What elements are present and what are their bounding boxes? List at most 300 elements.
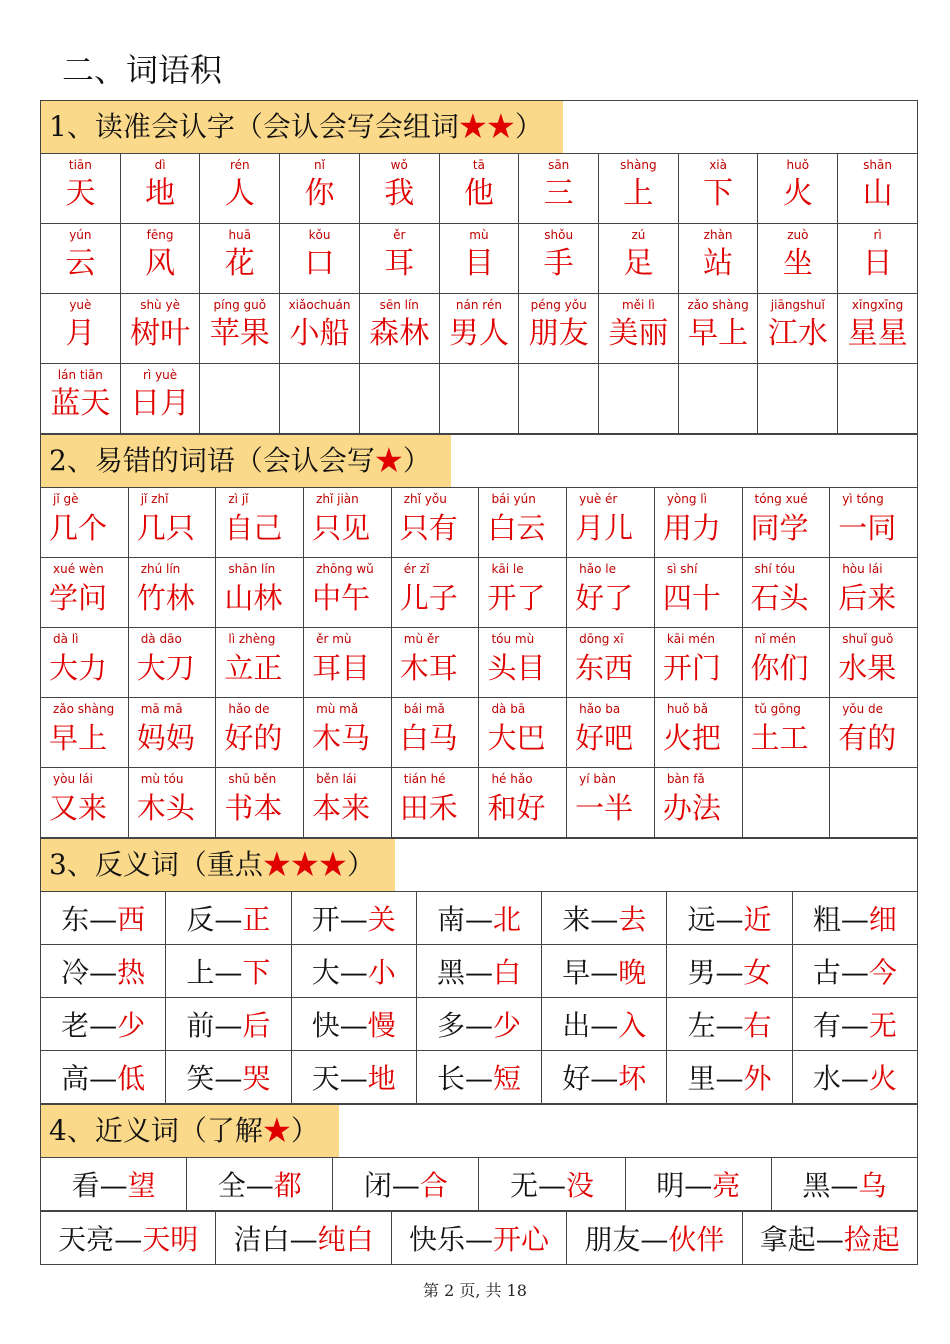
word-b: 西 <box>117 903 146 936</box>
section-4-table-row1 <box>40 1157 918 1211</box>
pinyin: nǐ mén <box>754 632 796 646</box>
pinyin: huǒ <box>786 158 810 172</box>
word-cell <box>838 294 918 364</box>
hanzi: 好了 <box>575 581 634 615</box>
dash: — <box>214 1009 243 1042</box>
hanzi: 用力 <box>662 511 721 545</box>
word-pair-cell <box>792 998 917 1051</box>
dash: — <box>840 903 869 936</box>
word-cell <box>599 224 679 294</box>
hanzi: 他 <box>463 176 494 211</box>
word-pair-cell <box>41 1158 187 1211</box>
pinyin: ěr mù <box>316 632 352 646</box>
word-cell <box>439 364 519 434</box>
hanzi: 目 <box>463 246 494 281</box>
hanzi: 白云 <box>487 511 546 545</box>
pinyin: tián hé <box>403 772 446 786</box>
word-a: 老 <box>61 1009 90 1042</box>
word-a: 反 <box>186 903 215 936</box>
word-pair-cell <box>667 892 792 945</box>
hanzi: 学问 <box>49 581 108 615</box>
section-4-title-text: 4、近义词（了解 <box>49 1114 263 1147</box>
word-pair-cell <box>291 1051 416 1104</box>
hanzi: 早上 <box>688 316 749 351</box>
pinyin <box>440 364 519 384</box>
word-b: 入 <box>618 1009 647 1042</box>
word-cell <box>830 628 918 698</box>
hanzi: 树叶 <box>130 316 191 351</box>
word-cell <box>742 768 830 838</box>
hanzi: 木马 <box>312 721 371 755</box>
pinyin: tóng xué <box>754 492 808 506</box>
word-cell <box>41 294 121 364</box>
word-a: 黑 <box>436 956 465 989</box>
pinyin: xià <box>709 158 727 172</box>
word-cell <box>599 364 679 434</box>
pinyin: zhǐ jiàn <box>316 492 359 506</box>
hanzi: 火 <box>782 176 813 211</box>
section-4-title-end: ） <box>290 1114 319 1147</box>
table-row <box>41 224 918 294</box>
word-cell <box>216 558 304 628</box>
word-b: 细 <box>868 903 897 936</box>
word-pair-cell <box>479 1158 625 1211</box>
word-b: 少 <box>117 1009 146 1042</box>
dash: — <box>464 1009 493 1042</box>
star-icon: ★★★ <box>262 848 347 881</box>
section-2-header <box>40 434 918 487</box>
word-cell <box>41 154 121 224</box>
word-cell <box>439 224 519 294</box>
word-cell <box>304 488 392 558</box>
word-a: 远 <box>687 903 716 936</box>
word-pair-cell <box>291 945 416 998</box>
hanzi: 几只 <box>136 511 195 545</box>
word-b: 右 <box>743 1009 772 1042</box>
pinyin: yí bàn <box>579 772 616 786</box>
word-pair-cell <box>416 1051 541 1104</box>
pinyin: rén <box>229 158 250 172</box>
word-pair-cell <box>416 892 541 945</box>
pinyin: nǐ <box>314 158 325 172</box>
word-b: 关 <box>367 903 396 936</box>
pinyin: hòu lái <box>842 562 883 576</box>
hanzi: 又来 <box>49 791 108 825</box>
word-cell <box>678 154 758 224</box>
word-pair-cell <box>416 945 541 998</box>
word-cell <box>830 488 918 558</box>
dash: — <box>684 1169 713 1202</box>
word-b: 没 <box>566 1169 595 1202</box>
section-2-title-end: ） <box>402 444 431 477</box>
pinyin: kāi le <box>491 562 524 576</box>
hanzi: 后来 <box>838 581 897 615</box>
word-cell <box>359 364 439 434</box>
dash: — <box>830 1169 859 1202</box>
hanzi: 日 <box>862 246 893 281</box>
pinyin: lán tiān <box>57 368 103 382</box>
word-cell <box>567 768 655 838</box>
dash: — <box>715 956 744 989</box>
word-b: 低 <box>117 1062 146 1095</box>
word-pair-cell <box>291 892 416 945</box>
table-row <box>41 364 918 434</box>
pinyin: huǒ bǎ <box>666 702 709 716</box>
word-cell <box>599 154 679 224</box>
pinyin: kāi mén <box>666 632 715 646</box>
pinyin: péng yǒu <box>530 298 587 312</box>
hanzi: 口 <box>304 246 335 281</box>
word-cell <box>479 628 567 698</box>
pinyin: píng guǒ <box>213 298 267 312</box>
word-pair-cell <box>792 892 917 945</box>
word-b: 少 <box>492 1009 521 1042</box>
pinyin: sì shí <box>666 562 698 576</box>
word-pair-cell <box>41 998 166 1051</box>
table-row <box>41 1212 918 1265</box>
dash: — <box>339 956 368 989</box>
pinyin: bái mǎ <box>403 702 445 716</box>
word-b: 地 <box>367 1062 396 1095</box>
word-cell <box>567 488 655 558</box>
dash: — <box>464 903 493 936</box>
hanzi: 只见 <box>312 511 371 545</box>
word-cell <box>678 294 758 364</box>
hanzi: 妈妈 <box>136 721 195 755</box>
hanzi: 我 <box>384 176 415 211</box>
hanzi: 山 <box>862 176 893 211</box>
pinyin <box>519 364 598 384</box>
word-cell <box>391 558 479 628</box>
hanzi: 森林 <box>369 316 430 351</box>
pinyin: mā mā <box>140 702 183 716</box>
pinyin: zhàn <box>703 228 733 242</box>
word-cell <box>280 364 360 434</box>
word-a: 前 <box>186 1009 215 1042</box>
pinyin: bái yún <box>491 492 536 506</box>
section-1-table <box>40 153 918 434</box>
word-b: 亮 <box>712 1169 741 1202</box>
table-row <box>41 1051 918 1104</box>
word-cell <box>567 628 655 698</box>
hanzi: 坐 <box>782 246 813 281</box>
hanzi: 和好 <box>487 791 546 825</box>
pinyin: dōng xī <box>579 632 624 646</box>
word-cell <box>391 698 479 768</box>
dash: — <box>590 1062 619 1095</box>
section-1-title-text: 1、读准会认字（会认会写会组词 <box>49 110 459 143</box>
pinyin: xīngxīng <box>851 298 904 312</box>
table-row <box>41 768 918 838</box>
hanzi: 上 <box>623 176 654 211</box>
word-a: 笑 <box>186 1062 215 1095</box>
dash: — <box>590 1009 619 1042</box>
word-b: 开心 <box>492 1223 549 1256</box>
word-pair-cell <box>771 1158 917 1211</box>
word-cell <box>479 698 567 768</box>
dash: — <box>89 1062 118 1095</box>
pinyin: zhōng wǔ <box>316 562 374 576</box>
word-cell <box>742 488 830 558</box>
section-1-title-end: ） <box>514 110 543 143</box>
word-cell <box>758 154 838 224</box>
star-icon: ★ <box>262 1114 291 1147</box>
word-b: 火 <box>868 1062 897 1095</box>
hanzi: 东西 <box>575 651 634 685</box>
star-icon: ★★ <box>458 110 515 143</box>
word-pair-cell <box>667 998 792 1051</box>
pinyin: rì <box>873 228 882 242</box>
word-cell <box>678 224 758 294</box>
word-cell <box>41 364 121 434</box>
word-a: 东 <box>61 903 90 936</box>
hanzi: 下 <box>703 176 734 211</box>
word-cell <box>41 768 129 838</box>
word-cell <box>304 768 392 838</box>
word-cell <box>200 294 280 364</box>
pinyin: shū běn <box>228 772 277 786</box>
word-cell <box>120 364 200 434</box>
table-row <box>41 1158 918 1211</box>
word-cell <box>280 154 360 224</box>
word-pair-cell <box>416 998 541 1051</box>
word-cell <box>479 768 567 838</box>
hanzi: 足 <box>623 246 654 281</box>
word-cell <box>391 628 479 698</box>
pinyin: rì yuè <box>142 368 178 382</box>
word-pair-cell <box>542 1051 667 1104</box>
word-cell <box>41 224 121 294</box>
pinyin <box>360 364 439 384</box>
word-cell <box>359 154 439 224</box>
word-cell <box>216 768 304 838</box>
hanzi: 田禾 <box>399 791 458 825</box>
word-a: 有 <box>812 1009 841 1042</box>
word-pair-cell <box>41 945 166 998</box>
word-a: 出 <box>562 1009 591 1042</box>
word-cell <box>838 364 918 434</box>
hanzi: 石头 <box>750 581 809 615</box>
pinyin <box>838 364 917 384</box>
word-pair-cell <box>742 1212 917 1265</box>
word-b: 纯白 <box>317 1223 374 1256</box>
pinyin: měi lì <box>621 298 655 312</box>
hanzi: 你 <box>304 176 335 211</box>
word-b: 伙伴 <box>668 1223 725 1256</box>
word-a: 早 <box>562 956 591 989</box>
hanzi: 天 <box>65 176 96 211</box>
dash: — <box>89 903 118 936</box>
hanzi: 书本 <box>224 791 283 825</box>
hanzi: 水果 <box>838 651 897 685</box>
pinyin: ér zǐ <box>403 562 430 576</box>
pinyin: dà lì <box>53 632 79 646</box>
dash: — <box>590 903 619 936</box>
word-cell <box>758 224 838 294</box>
table-row <box>41 558 918 628</box>
dash: — <box>538 1169 567 1202</box>
word-cell <box>359 224 439 294</box>
pinyin <box>830 768 917 788</box>
dash: — <box>464 1062 493 1095</box>
word-b: 今 <box>868 956 897 989</box>
word-cell <box>479 558 567 628</box>
word-pair-cell <box>166 892 291 945</box>
word-cell <box>758 294 838 364</box>
hanzi: 只有 <box>399 511 458 545</box>
hanzi: 好吧 <box>575 721 634 755</box>
hanzi: 月 <box>65 316 96 351</box>
dash: — <box>715 903 744 936</box>
word-a: 朋友 <box>584 1223 641 1256</box>
word-cell <box>128 768 216 838</box>
word-pair-cell <box>667 1051 792 1104</box>
word-cell <box>128 558 216 628</box>
word-pair-cell <box>291 998 416 1051</box>
section-3-title-text: 3、反义词（重点 <box>49 848 263 881</box>
word-cell <box>654 698 742 768</box>
hanzi: 木耳 <box>399 651 458 685</box>
hanzi: 手 <box>543 246 574 281</box>
word-b: 短 <box>492 1062 521 1095</box>
word-cell <box>742 628 830 698</box>
section-1-header <box>40 100 918 153</box>
hanzi: 好的 <box>224 721 283 755</box>
word-cell <box>654 488 742 558</box>
word-cell <box>567 698 655 768</box>
word-cell <box>830 698 918 768</box>
word-b: 捡起 <box>843 1223 900 1256</box>
word-a: 古 <box>812 956 841 989</box>
pinyin: tiān <box>68 158 92 172</box>
hanzi: 儿子 <box>399 581 458 615</box>
word-pair-cell <box>166 998 291 1051</box>
word-cell <box>830 768 918 838</box>
dash: — <box>391 1169 420 1202</box>
pinyin: dà dāo <box>140 632 182 646</box>
hanzi: 云 <box>65 246 96 281</box>
word-b: 坏 <box>618 1062 647 1095</box>
word-b: 哭 <box>242 1062 271 1095</box>
hanzi: 江水 <box>767 316 828 351</box>
word-a: 明 <box>656 1169 685 1202</box>
word-cell <box>304 698 392 768</box>
hanzi: 几个 <box>49 511 108 545</box>
hanzi: 耳目 <box>312 651 371 685</box>
hanzi: 小船 <box>289 316 350 351</box>
hanzi: 三 <box>543 176 574 211</box>
pinyin: běn lái <box>316 772 357 786</box>
hanzi: 四十 <box>662 581 721 615</box>
hanzi: 花 <box>224 246 255 281</box>
word-pair-cell <box>41 1212 216 1265</box>
pinyin: hé hǎo <box>491 772 533 786</box>
pinyin: shǒu <box>544 228 574 242</box>
pinyin: hǎo ba <box>579 702 621 716</box>
word-cell <box>304 558 392 628</box>
pinyin: yuè ér <box>579 492 618 506</box>
word-b: 白 <box>492 956 521 989</box>
dash: — <box>840 1009 869 1042</box>
pinyin: mù tóu <box>140 772 184 786</box>
word-b: 女 <box>743 956 772 989</box>
word-a: 多 <box>436 1009 465 1042</box>
dash: — <box>114 1223 143 1256</box>
pinyin: zuò <box>787 228 809 242</box>
pinyin: dà bā <box>491 702 526 716</box>
word-pair-cell <box>41 892 166 945</box>
word-pair-cell <box>187 1158 333 1211</box>
word-b: 天明 <box>142 1223 199 1256</box>
hanzi: 火把 <box>662 721 721 755</box>
hanzi: 日月 <box>130 386 191 421</box>
word-cell <box>391 488 479 558</box>
word-cell <box>120 154 200 224</box>
word-cell <box>200 224 280 294</box>
pinyin: yòu lái <box>53 772 93 786</box>
word-a: 黑 <box>802 1169 831 1202</box>
word-cell <box>200 364 280 434</box>
word-b: 外 <box>743 1062 772 1095</box>
word-a: 高 <box>61 1062 90 1095</box>
pinyin: shàng <box>620 158 657 172</box>
word-cell <box>654 768 742 838</box>
star-icon: ★ <box>374 444 403 477</box>
table-row <box>41 892 918 945</box>
word-a: 拿起 <box>759 1223 816 1256</box>
word-b: 无 <box>868 1009 897 1042</box>
hanzi: 站 <box>703 246 734 281</box>
hanzi: 大巴 <box>487 721 546 755</box>
worksheet <box>40 100 918 1265</box>
word-b: 北 <box>492 903 521 936</box>
pinyin: wǒ <box>390 158 408 172</box>
word-cell <box>216 698 304 768</box>
pinyin: zú <box>631 228 646 242</box>
word-cell <box>41 628 129 698</box>
pinyin <box>280 364 359 384</box>
pinyin: mù ěr <box>403 632 440 646</box>
pinyin: dì <box>154 158 166 172</box>
pinyin: bàn fǎ <box>666 772 705 786</box>
word-pair-cell <box>166 1051 291 1104</box>
word-a: 无 <box>510 1169 539 1202</box>
dash: — <box>89 1009 118 1042</box>
hanzi: 竹林 <box>136 581 195 615</box>
word-a: 水 <box>812 1062 841 1095</box>
word-a: 里 <box>687 1062 716 1095</box>
dash: — <box>715 1009 744 1042</box>
hanzi: 你们 <box>750 651 809 685</box>
hanzi: 有的 <box>838 721 897 755</box>
word-cell <box>599 294 679 364</box>
dash: — <box>245 1169 274 1202</box>
section-3-header <box>40 838 918 891</box>
pinyin: xué wèn <box>53 562 104 576</box>
word-a: 天 <box>311 1062 340 1095</box>
word-cell <box>216 628 304 698</box>
table-row <box>41 154 918 224</box>
pinyin: lì zhèng <box>228 632 276 646</box>
section-3-title-end: ） <box>346 848 375 881</box>
word-cell <box>359 294 439 364</box>
section-3-table <box>40 891 918 1104</box>
word-pair-cell <box>216 1212 391 1265</box>
dash: — <box>214 956 243 989</box>
word-cell <box>128 488 216 558</box>
hanzi: 地 <box>145 176 176 211</box>
word-pair-cell <box>567 1212 742 1265</box>
